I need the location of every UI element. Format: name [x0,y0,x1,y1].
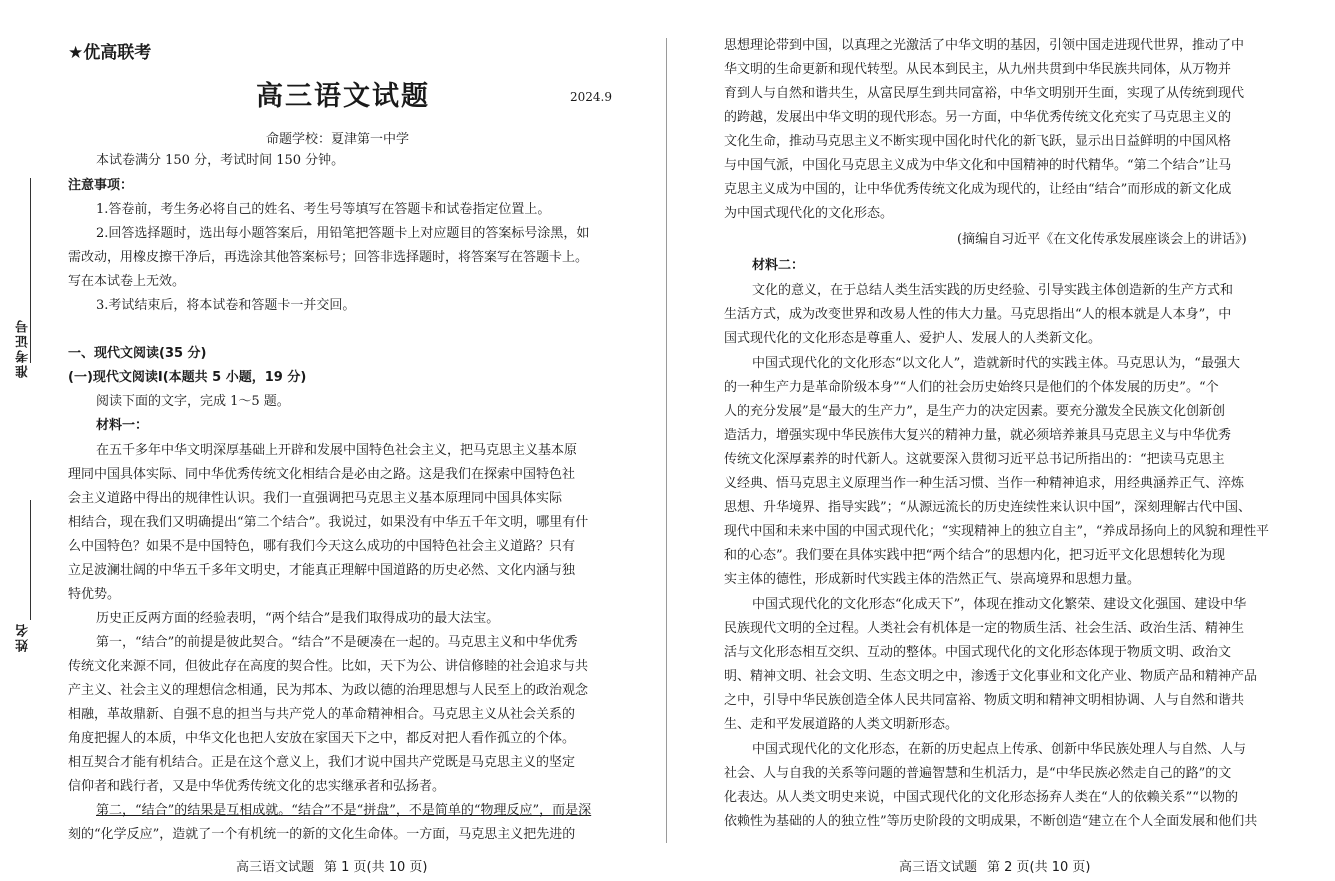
footer-subject: 高三语文试题 [236,860,315,875]
text-line: 的一种生产力是革命阶级本身”“人们的社会历史始终只是他们的个体发展的历史”。“个 [724,380,1219,395]
text-line: 第一，“结合”的前提是彼此契合。“结合”不是硬凑在一起的。马克思主义和中华优秀 [96,635,578,650]
note-line: 1.答卷前，考生务必将自己的姓名、考生号等填写在答题卡和试卷指定位置上。 [96,202,551,217]
text-line: 相结合，现在我们又明确提出“第二个结合”。我说过，如果没有中华五千年文明，哪里有什 [68,515,589,530]
notes-heading: 注意事项： [68,178,134,193]
instruction: 阅读下面的文字，完成 1～5 题。 [96,394,290,409]
text-line: 思想理论带到中国，以真理之光激活了中华文明的基因，引领中国走进现代世界，推动了中 [724,38,1245,53]
text-line: 化表达。从人类文明史来说，中国式现代化的文化形态扬弃人类在“人的依赖关系”“以物的 [724,790,1238,805]
text-line: 历史正反两方面的经验表明，“两个结合”是我们取得成功的最大法宝。 [96,611,500,626]
text-line: 造活力，增强实现中华民族伟大复兴的精神力量，就必须培养兼具马克思主义与中华优秀 [724,428,1232,443]
text-line: 活与文化形态相互交织、互动的整体。中国式现代化的文化形态体现于物质文明、政治文 [724,645,1232,660]
text-line: 产主义、社会主义的理想信念相通，民为邦本、为政以德的治理思想与人民至上的政治观念 [68,683,589,698]
exam-date: 2024.9 [570,90,612,104]
text-line: 传统文化来源不同，但彼此存在高度的契合性。比如，天下为公、讲信修睦的社会追求与共 [68,659,589,674]
text-line: 华文明的生命更新和现代转型。从民本到民主，从九州共贯到中华民族共同体，从万物并 [724,62,1232,77]
note-line: 需改动，用橡皮擦干净后，再选涂其他答案标号；回答非选择题时，将答案写在答题卡上。 [68,250,589,265]
text-line: 文化的意义，在于总结人类生活实践的历史经验、引导实践主体创造新的生产方式和 [752,283,1234,298]
text-line: 和的心态”。我们要在具体实践中把“两个结合”的思想内化，把习近平文化思想转化为现 [724,548,1225,563]
text-line: 中国式现代化的文化形态“化成天下”，体现在推动文化繁荣、建设文化强国、建设中华 [752,597,1247,612]
text-line: 义经典、悟马克思主义原理当作一种生活习惯、当作一种精神追求，用经典涵养正气、淬炼 [724,476,1245,491]
text-line-underlined: 第二，“结合”的结果是互相成就。“结合”不是“拼盘”，不是简单的“物理反应”，而是深 [96,803,592,818]
text-line: 国式现代化的文化形态是尊重人、爱护人、发展人的人类新文化。 [724,331,1102,346]
footer-page: 第 1 页(共 10 页) [324,860,428,875]
text-line: 立足波澜壮阔的中华五千多年文明史，才能真正理解中国道路的历史必然、文化内涵与独 [68,563,576,578]
text-line: 会主义道路中得出的规律性认识。我们一直强调把马克思主义基本原理同中国具体实际 [68,491,563,506]
text-line: 思想、升华境界、指导实践”；“从源远流长的历史连续性来认识中国”，深刻理解古代中国、 [724,500,1251,515]
text-line: 之中，引导中华民族创造全体人民共同富裕、物质文明和精神文明相协调、人与自然和谐共 [724,693,1245,708]
text-line: 依赖性为基础的人的独立性”等历史阶段的文明成果，不断创造“建立在个人全面发展和他们共 [724,814,1258,829]
text-line: 与中国气派，中国化马克思主义成为中华文化和中国精神的时代精华。“第二个结合”让马 [724,158,1232,173]
text-line: 克思主义成为中国的，让中华优秀传统文化成为现代的，让经由“结合”而形成的新文化成 [724,182,1232,197]
text-line: 育到人与自然和谐共生，从富民厚生到共同富裕，中华文明别开生面，实现了从传统到现代 [724,86,1245,101]
section-heading: 一、现代文阅读(35 分) [68,346,207,361]
text-line: 实主体的德性，形成新时代实践主体的浩然正气、崇高境界和思想力量。 [724,572,1141,587]
text-line: 的跨越，发展出中华文明的现代形态。另一方面，中华优秀传统文化充实了马克思主义的 [724,110,1232,125]
text-line: 理同中国具体实际、同中华优秀传统文化相结合是必由之路。这是我们在探索中国特色社 [68,467,576,482]
material-label: 材料二： [752,258,805,273]
page-2 [667,0,1335,881]
text-line: 在五千多年中华文明深厚基础上开辟和发展中国特色社会主义，把马克思主义基本原 [96,443,578,458]
note-line: 写在本试卷上无效。 [68,274,186,289]
text-line: 为中国式现代化的文化形态。 [724,206,894,221]
text-line: 中国式现代化的文化形态，在新的历史起点上传承、创新中华民族处理人与自然、人与 [752,742,1247,757]
note-line: 2.回答选择题时，选出每小题答案后，用铅笔把答题卡上对应题目的答案标号涂黑，如 [96,226,590,241]
text-line: 相互契合才能有机结合。正是在这个意义上，我们才说中国共产党既是马克思主义的坚定 [68,755,576,770]
text-line: 中国式现代化的文化形态“以文化人”，造就新时代的实践主体。马克思认为，“最强大 [752,356,1240,371]
page-footer [899,856,1101,875]
brand-label: ★优高联考 [68,43,152,63]
text-line: 明、精神文明、社会文明、生态文明之中，渗透于文化事业和文化产业、物质产品和精神产品 [724,669,1258,684]
footer-page: 第 2 页(共 10 页) [987,860,1091,875]
school-line: 命题学校：夏津第一中学 [266,132,410,147]
text-line: 特优势。 [68,587,121,602]
source-citation: (摘编自习近平《在文化传承发展座谈会上的讲话》) [957,232,1247,247]
score-info: 本试卷满分 150 分，考试时间 150 分钟。 [96,153,345,168]
text-line: 社会、人与自我的关系等问题的普遍智慧和生机活力，是“中华民族必然走自己的路”的文 [724,766,1232,781]
text-line: 现代中国和未来中国的中国式现代化；“实现精神上的独立自主”，“养成昂扬向上的风貌和理性平 [724,524,1269,539]
note-line: 3.考试结束后，将本试卷和答题卡一并交回。 [96,298,356,313]
text-line: 人的充分发展”是“最大的生产力”，是生产力的决定因素。要充分激发全民族文化创新创 [724,404,1225,419]
text-line: 么中国特色？如果不是中国特色，哪有我们今天这么成功的中国特色社会主义道路？只有 [68,539,576,554]
page-1 [0,0,667,881]
text-line: 相融，革故鼎新、自强不息的担当与共产党人的革命精神相合。马克思主义从社会关系的 [68,707,576,722]
text-line: 角度把握人的本质，中华文化也把人安放在家国天下之中，都反对把人看作孤立的个体。 [68,731,576,746]
text-line: 传统文化深厚素养的时代新人。这就要深入贯彻习近平总书记所指出的：“把读马克思主 [724,452,1225,467]
text-line: 文化生命，推动马克思主义不断实现中国化时代化的新飞跃，显示出日益鲜明的中国风格 [724,134,1232,149]
page-footer [236,856,438,875]
material-label: 材料一： [96,418,149,433]
name-label: 姓名 [16,622,31,652]
footer-subject: 高三语文试题 [899,860,978,875]
page-title: 高三语文试题 [256,81,430,112]
text-line: 生活方式，成为改变世界和改易人性的伟大力量。马克思指出“人的根本就是人本身”，中 [724,307,1232,322]
text-line: 生、走和平发展道路的人类文明新形态。 [724,717,959,732]
text-line: 刻的“化学反应”，造就了一个有机统一的新的文化生命体。一方面，马克思主义把先进的 [68,827,576,842]
text-line: 民族现代文明的全过程。人类社会有机体是一定的物质生活、社会生活、政治生活、精神生 [724,621,1245,636]
subsection-heading: (一)现代文阅读Ⅰ(本题共 5 小题，19 分) [68,370,307,385]
text-line: 信仰者和践行者，又是中华优秀传统文化的忠实继承者和弘扬者。 [68,779,446,794]
exam-number-label: 准考证号 [16,318,31,378]
